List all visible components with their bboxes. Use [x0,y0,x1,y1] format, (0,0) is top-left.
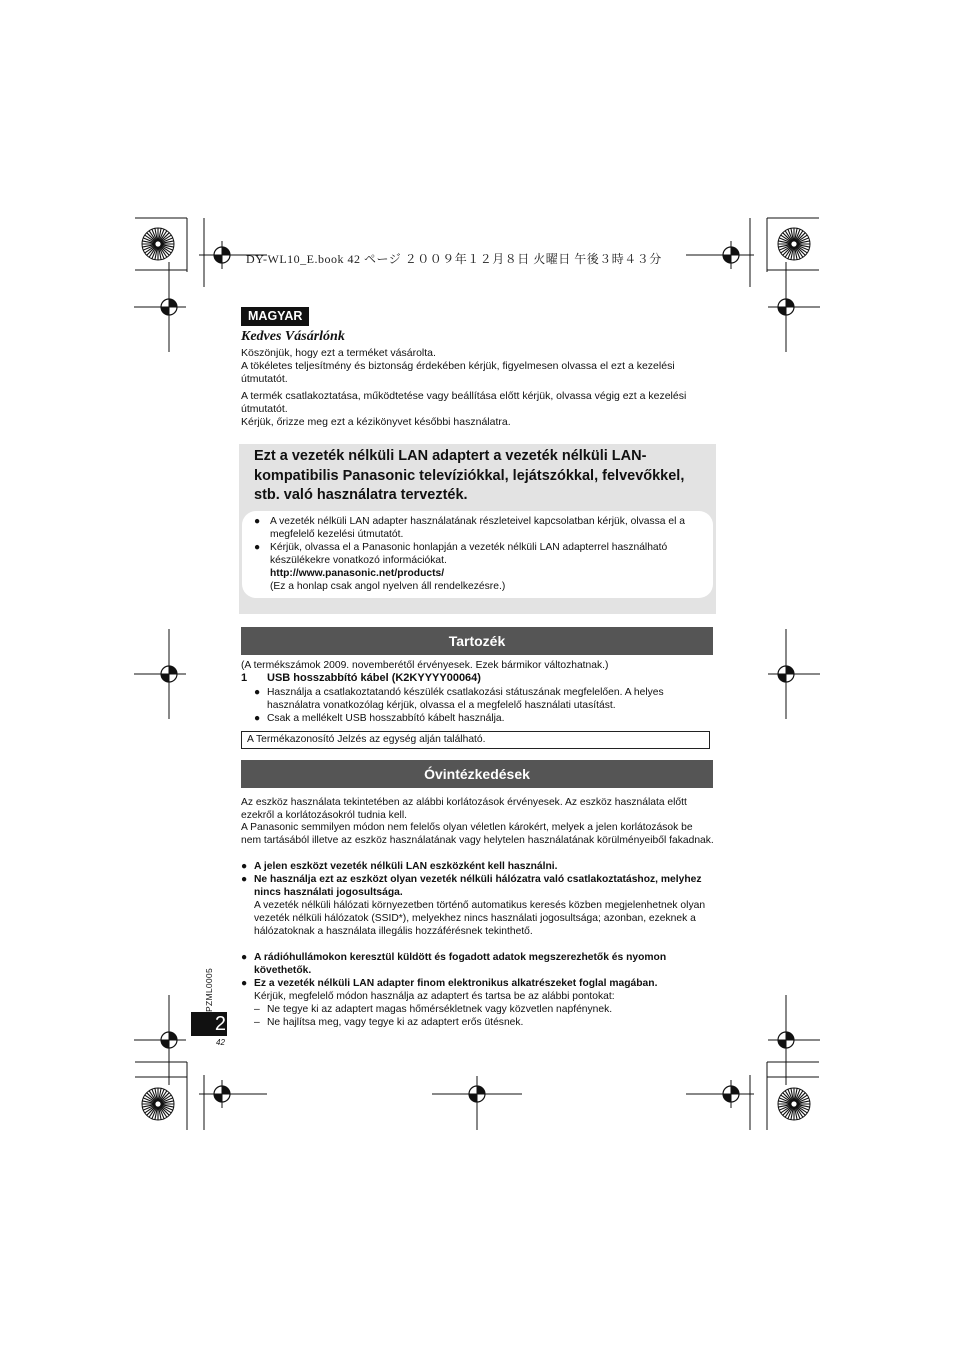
list-item [241,860,715,873]
website-note: (Ez a honlap csak angol nyelven áll rendelkezésre.) [270,581,506,592]
intro-text [241,347,715,432]
precautions-section-title: Óvintézkedések [241,760,713,788]
list-item-text: A vezeték nélküli LAN adapter használatának részleteivel kapcsolatban kérjük, olvassa el a megfelelő kezelési útmutatót. [270,516,685,540]
list-item-text: A rádióhullámokon keresztül küldött és fogadott adatok megszerezhetők és nyomon követhetők. [254,952,667,976]
page-number: 42 [216,1038,225,1047]
accessories-note: (A termékszámok 2009. novemberétől érvényesek. Ezek bármikor változhatnak.) [241,660,609,671]
product-id-note: A Termékazonosító Jelzés az egység alján található. [241,731,710,749]
list-item-detail: A vezeték nélküli hálózati környezetben történő automatikus keresés közben megjelenhetnek olyan vezeték nélküli hálózatok (SSID*), melyekhez nincs használati jogosultsága; azonban, ezeknek a hálózatoknak a használata illegális hozzáférésnek tekinthető. [254,900,706,937]
print-header: DY-WL10_E.book 42 ページ ２００９年１２月８日 火曜日 午後３時４３分 [246,252,662,266]
list-item [254,515,694,541]
list-item-text: Ne hajlítsa meg, vagy tegye ki az adaptert erős ütésnek. [267,1017,524,1028]
list-item-text: Csak a mellékelt USB hosszabbító kábelt használja. [267,713,505,724]
language-badge: MAGYAR [241,307,309,326]
intro-paragraph: A termék csatlakoztatása, működtetése vagy beállítása előtt kérjük, olvassa végig ezt a kezelési útmutatót. Kérjük, őrizze meg ezt a kézikönyvet későbbi használatra. [241,390,687,428]
bullet-icon: ● [254,542,261,553]
page-tab [191,1012,227,1036]
list-item-text: Ez a vezeték nélküli LAN adapter finom elektronikus alkatrészeket foglal magában. [254,978,658,989]
info-box-heading: Ezt a vezeték nélküli LAN adaptert a vezeték nélküli LAN-kompatibilis Panasonic televíziókkal, lejátszókkal, felvevőkkel, stb. való használatra tervezték. [254,448,685,503]
page-tab-number: 2 [214,1013,226,1035]
document-code: PZML0005 [204,968,214,1012]
bullet-icon: ● [241,861,248,872]
accessory-item-label: USB hosszabbító kábel (K2KYYYY00064) [267,672,481,684]
list-item-text: Használja a csatlakoztatandó készülék csatlakozási státuszának megfelelően. A helyes használatra vonatkozólag kérjük, olvassa el a megfelelő használati utasítást. [267,687,664,711]
bullet-icon: ● [241,874,248,885]
website-link[interactable]: http://www.panasonic.net/products/ [270,568,445,579]
dash-icon: – [254,1004,260,1015]
list-item-text: Kérjük, olvassa el a Panasonic honlapján a vezeték nélküli LAN adapterrel használható készülékekre vonatkozó információkat. [270,542,668,566]
list-item [254,712,699,725]
list-item [254,1016,694,1029]
list-item [254,1003,694,1016]
precautions-paragraph: Az eszköz használata tekintetében az alábbi korlátozások érvényesek. Az eszköz használata előtt ezekről a korlátozásokról tudnia kell. [241,797,687,821]
info-box [239,444,716,614]
greeting-heading: Kedves Vásárlónk [241,329,345,344]
bullet-icon: ● [254,516,261,527]
accessory-item [241,672,481,684]
bullet-icon: ● [254,687,261,698]
precautions-paragraph: A Panasonic semmilyen módon nem felelős olyan véletlen károkért, melyek a jelen korlátozások be nem tartásából illetve az eszköz használatának vagy helytelen használatának körülményeiből fakadnak. [241,822,714,846]
intro-paragraph: Köszönjük, hogy ezt a terméket vásárolta. A tökéletes teljesítmény és biztonság érdekében kérjük, figyelmesen olvassa el ezt a kezelési útmutatót. [241,347,675,385]
list-item-text: Ne tegye ki az adaptert magas hőmérsékletnek vagy közvetlen napfénynek. [267,1004,613,1015]
list-item [241,951,715,977]
list-item [254,541,694,593]
bullet-icon: ● [241,978,248,989]
list-item [241,977,715,1003]
list-item-text: Ne használja ezt az eszközt olyan vezeték nélküli hálózatra való csatlakoztatáshoz, melyhez nincs használati jogosultsága. [254,874,702,898]
accessory-item-number: 1 [241,672,248,684]
list-item-text: A jelen eszközt vezeték nélküli LAN eszközként kell használni. [254,861,558,872]
dash-icon: – [254,1017,260,1028]
info-box-bullets [242,511,713,598]
list-item [254,686,699,712]
list-item-detail: Kérjük, megfelelő módon használja az adaptert és tartsa be az alábbi pontokat: [254,991,615,1002]
accessories-section-title: Tartozék [241,627,713,655]
bullet-icon: ● [241,952,248,963]
bullet-icon: ● [254,713,261,724]
list-item [241,873,715,938]
